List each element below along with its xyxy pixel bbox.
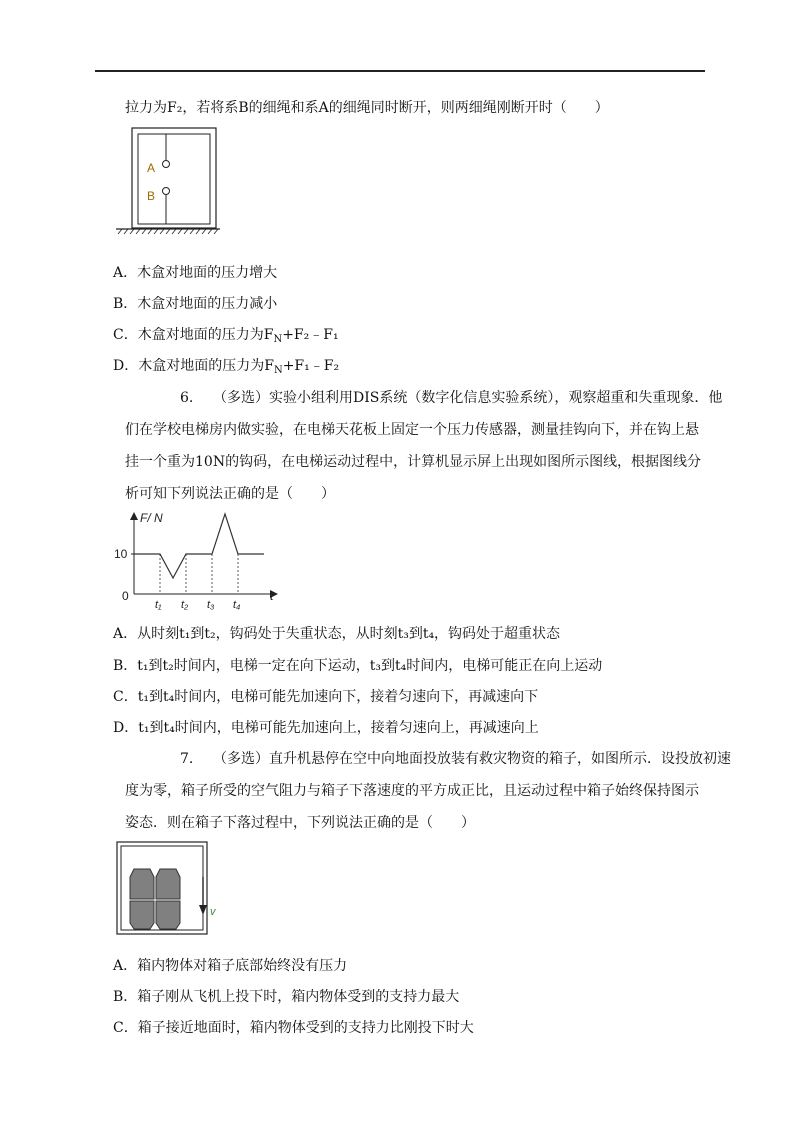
y-tick-label-10: 10 xyxy=(114,547,128,561)
origin-label: 0 xyxy=(122,589,129,603)
force-time-chart xyxy=(110,508,290,611)
x-tick-label-t2: t₂ xyxy=(181,599,189,611)
q5-option-c: C．木盒对地面的压力为$F_N+F_2﹣F_1$ xyxy=(113,327,339,345)
q6-stem-line-4: 析可知下列说法正确的是（ ） xyxy=(125,486,335,502)
x-tick-label-t1: t₁ xyxy=(155,599,162,611)
header-rule xyxy=(95,70,705,72)
q6-stem-line-3: 挂一个重为10N的钩码，在电梯运动过程中，计算机显示屏上出现如图所示图线，根据图线分 xyxy=(125,454,702,470)
q7-stem-line-2: 度为零，箱子所受的空气阻力与箱子下落速度的平方成正比，且运动过程中箱子始终保持图示 xyxy=(125,783,699,799)
x-axis-label: t xyxy=(270,589,274,603)
q7-number: 7. xyxy=(180,751,194,767)
x-tick-label-t4: t₄ xyxy=(233,599,241,611)
q6-option-d: D．t₁到t₄时间内，电梯可能先加速向上，接着匀速向上，再减速向上 xyxy=(113,720,539,736)
label-a: A xyxy=(147,161,156,175)
q6-stem-line-2: 们在学校电梯房内做实验，在电梯天花板上固定一个压力传感器，测量挂钩向下，并在钩上悬 xyxy=(125,422,699,438)
q7-option-b: B．箱子刚从飞机上投下时，箱内物体受到的支持力最大 xyxy=(113,989,460,1005)
q5-stem-tail: 拉力为F₂，若将系B的细绳和系A的细绳同时断开，则两细绳刚断开时（ ） xyxy=(125,100,609,116)
label-b: B xyxy=(147,189,156,203)
q5-option-b: B．木盒对地面的压力减小 xyxy=(113,296,278,312)
q6-number: 6. xyxy=(180,390,194,406)
q7-option-c: C．箱子接近地面时，箱内物体受到的支持力比刚投下时大 xyxy=(113,1020,474,1036)
q5-wooden-box-figure xyxy=(112,124,222,240)
q6-option-b: B．t₁到t₂时间内，电梯一定在向下运动，t₃到t₄时间内，电梯可能正在向上运动 xyxy=(113,658,603,674)
q5-option-a: A．木盒对地面的压力增大 xyxy=(113,265,278,281)
q7-box-figure xyxy=(116,841,226,937)
q7-stem-line-3: 姿态．则在箱子下落过程中，下列说法正确的是（ ） xyxy=(125,815,475,831)
q6-option-c: C．t₁到t₄时间内，电梯可能先加速向下，接着匀速向下，再减速向下 xyxy=(113,689,539,705)
x-tick-label-t3: t₃ xyxy=(207,599,215,611)
q5-option-d: D．木盒对地面的压力为$F_N+F_1﹣F_2$ xyxy=(113,358,340,376)
q7-stem-line-1: （多选）直升机悬停在空中向地面投放装有救灾物资的箱子，如图所示．设投放初速 xyxy=(213,751,731,767)
q7-option-a: A．箱内物体对箱子底部始终没有压力 xyxy=(113,958,348,974)
y-axis-label: F/ N xyxy=(140,511,163,525)
q6-stem-line-1: （多选）实验小组利用DIS系统（数字化信息实验系统），观察超重和失重现象．他 xyxy=(213,390,723,406)
q6-option-a: A．从时刻t₁到t₂，钩码处于失重状态，从时刻t₃到t₄，钩码处于超重状态 xyxy=(113,626,561,642)
velocity-label: v xyxy=(210,906,216,918)
